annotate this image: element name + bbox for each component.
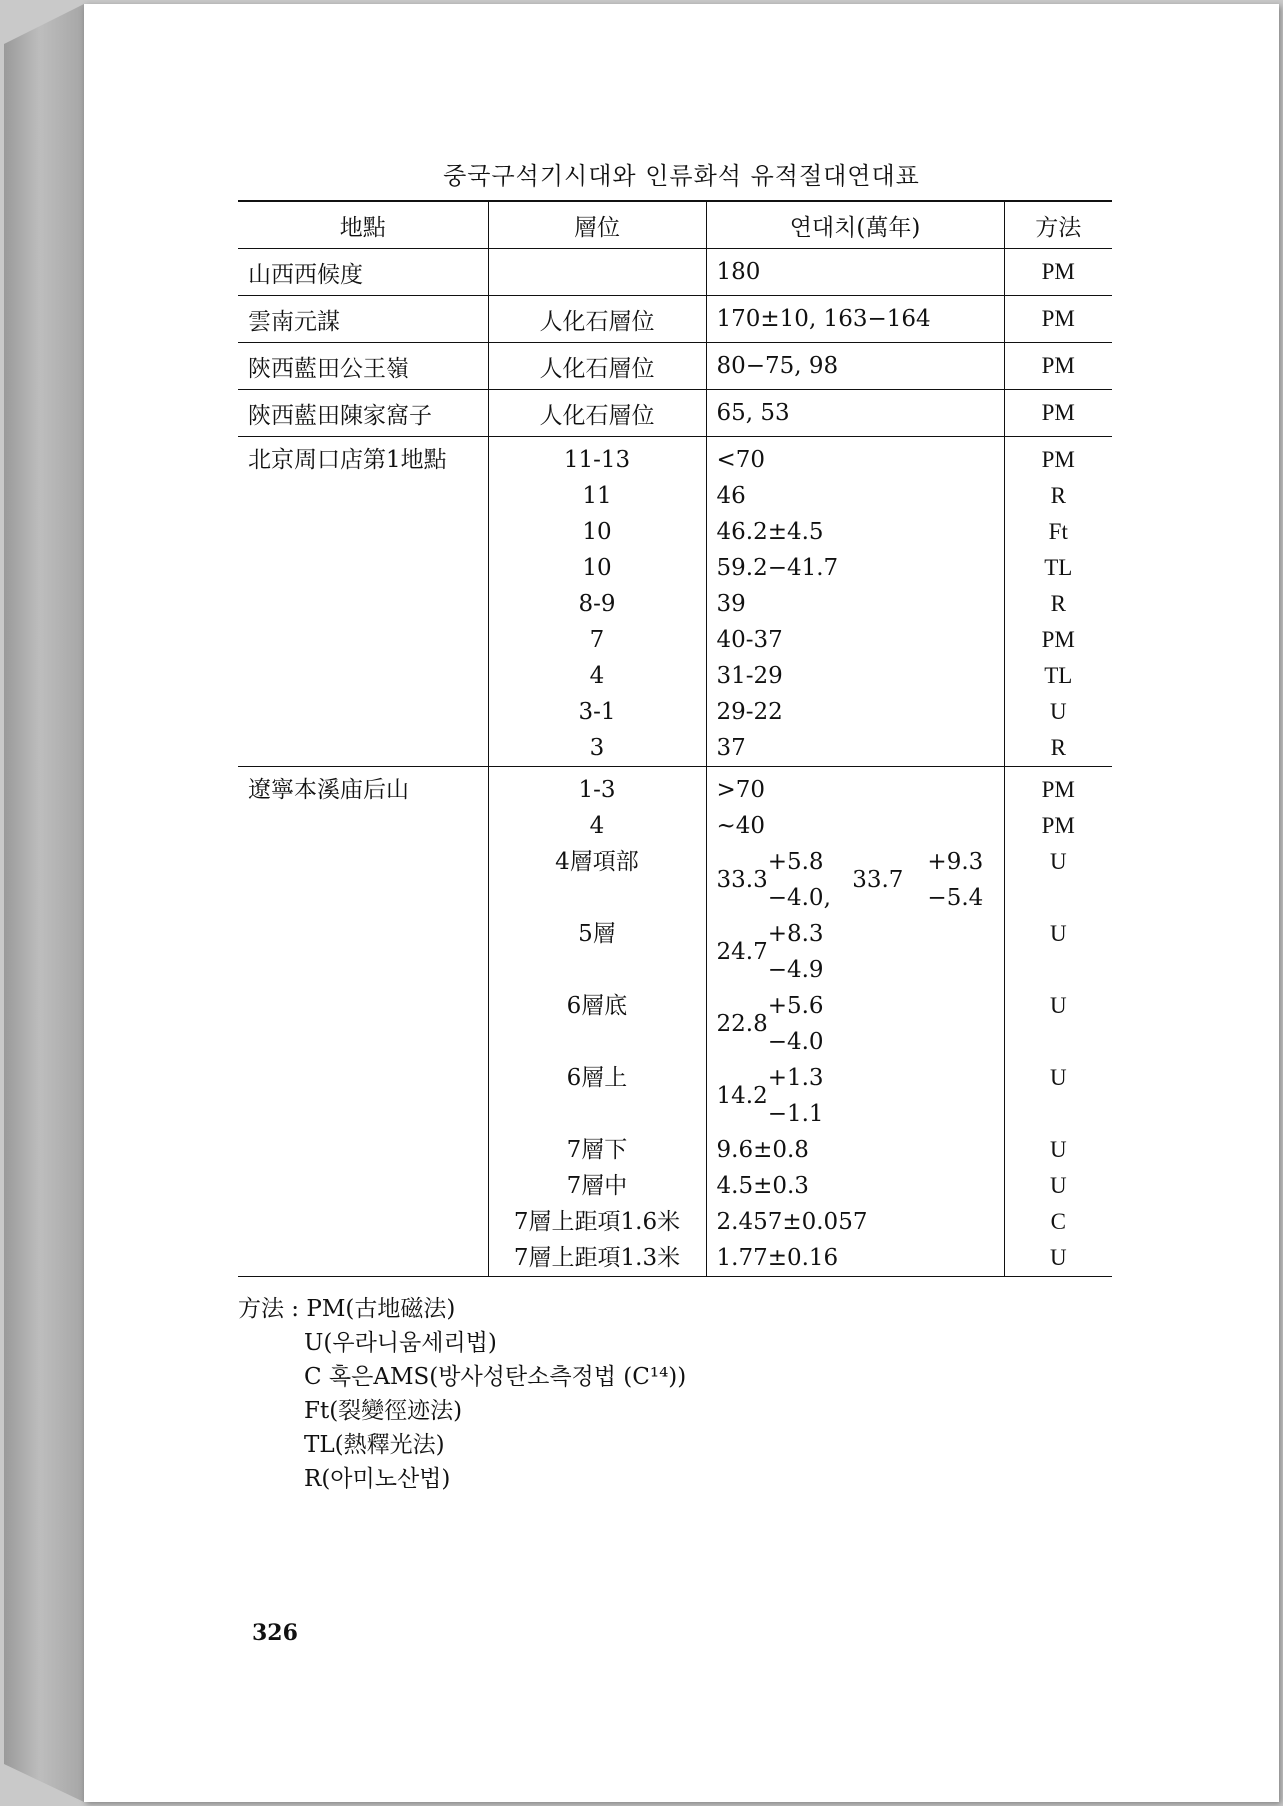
document-page bbox=[84, 4, 1279, 1802]
method-value: U bbox=[1049, 1173, 1067, 1198]
site-cell: 陝西藍田陳家窩子 bbox=[238, 390, 488, 437]
table-row bbox=[238, 390, 1112, 437]
error-minus: −4.9 bbox=[767, 957, 824, 983]
date-base: 33.3 bbox=[716, 867, 768, 893]
site-cell: 山西西候度 bbox=[238, 249, 488, 296]
table-row-group-liaoning bbox=[238, 767, 1112, 1277]
layer-value: 4 bbox=[589, 813, 605, 839]
legend-item: TL(熱釋光法) bbox=[304, 1432, 445, 1458]
method-value: TL bbox=[1044, 555, 1073, 580]
layer-cell bbox=[488, 249, 706, 296]
error-plus: +9.3 bbox=[927, 849, 984, 875]
layer-value: 7層上距項1.6米 bbox=[513, 1209, 681, 1235]
date-value-asymmetric bbox=[717, 916, 1004, 988]
legend-item: Ft(裂變徑迹法) bbox=[304, 1398, 463, 1424]
error-plus: +5.8 bbox=[767, 849, 824, 875]
error-plus: +8.3 bbox=[767, 921, 824, 947]
date-value: 59.2−41.7 bbox=[716, 555, 839, 581]
method-value: TL bbox=[1044, 663, 1073, 688]
method-legend bbox=[238, 1292, 686, 1496]
date-value: 4.5±0.3 bbox=[716, 1173, 809, 1199]
date-error bbox=[768, 1060, 824, 1132]
layer-value: 11 bbox=[582, 483, 612, 509]
page-number: 326 bbox=[252, 1620, 298, 1646]
method-value: U bbox=[1049, 699, 1067, 724]
method-value: R bbox=[1050, 735, 1066, 760]
site-cell: 陝西藍田公王嶺 bbox=[238, 343, 488, 390]
date-value: 1.77±0.16 bbox=[716, 1245, 839, 1271]
table-title: 중국구석기시대와 인류화석 유적절대연대표 bbox=[443, 162, 920, 190]
layer-cell bbox=[488, 767, 706, 1277]
error-minus: −4.0, bbox=[767, 885, 831, 911]
date-value: 31-29 bbox=[716, 663, 783, 689]
method-cell: PM bbox=[1004, 390, 1112, 437]
date-value: 39 bbox=[716, 591, 746, 617]
date-cell: 180 bbox=[706, 249, 1004, 296]
layer-value: 6層底 bbox=[566, 993, 628, 1019]
layer-value: 4 bbox=[589, 663, 605, 689]
header-layer: 層位 bbox=[488, 201, 706, 249]
method-value: U bbox=[1049, 1137, 1067, 1162]
date-base: 14.2 bbox=[716, 1083, 768, 1109]
method-value: C bbox=[1050, 1209, 1066, 1234]
date-error bbox=[768, 988, 824, 1060]
layer-value: 7層上距項1.3米 bbox=[513, 1245, 681, 1271]
method-value: R bbox=[1050, 483, 1066, 508]
method-cell: PM bbox=[1004, 343, 1112, 390]
error-minus: −1.1 bbox=[767, 1101, 824, 1127]
date-error bbox=[768, 844, 831, 916]
site-name: 遼寧本溪庙后山 bbox=[248, 777, 409, 803]
method-cell bbox=[1004, 767, 1112, 1277]
layer-cell: 人化石層位 bbox=[488, 296, 706, 343]
layer-cell bbox=[488, 437, 706, 767]
date-value: ~40 bbox=[716, 813, 766, 839]
date-value: 2.457±0.057 bbox=[716, 1209, 868, 1235]
date-base: 24.7 bbox=[716, 939, 768, 965]
header-method: 方法 bbox=[1004, 201, 1112, 249]
method-value: R bbox=[1050, 591, 1066, 616]
date-cell: 170±10, 163−164 bbox=[706, 296, 1004, 343]
date-value-asymmetric bbox=[717, 844, 1004, 916]
method-value: U bbox=[1049, 921, 1067, 946]
date-value: <70 bbox=[716, 447, 766, 473]
date-base: 33.7 bbox=[852, 867, 904, 893]
layer-value: 3-1 bbox=[578, 699, 616, 725]
layer-value: 7層下 bbox=[566, 1137, 628, 1163]
site-cell bbox=[238, 767, 488, 1277]
layer-value: 7層中 bbox=[566, 1173, 628, 1199]
dating-table bbox=[238, 200, 1112, 1277]
dating-table-wrap bbox=[238, 200, 1112, 1277]
date-value: 40-37 bbox=[716, 627, 783, 653]
method-value: PM bbox=[1041, 627, 1075, 652]
legend-item: U(우라니움세리법) bbox=[304, 1330, 497, 1356]
error-minus: −4.0 bbox=[767, 1029, 824, 1055]
legend-item: C 혹은AMS(방사성탄소측정법 (C¹⁴)) bbox=[304, 1364, 687, 1390]
method-cell bbox=[1004, 437, 1112, 767]
layer-cell: 人化石層位 bbox=[488, 390, 706, 437]
legend-head: 方法 : PM(古地磁法) bbox=[238, 1296, 456, 1322]
method-value: PM bbox=[1041, 777, 1075, 802]
header-site: 地點 bbox=[238, 201, 488, 249]
header-row bbox=[238, 201, 1112, 249]
error-plus: +1.3 bbox=[767, 1065, 824, 1091]
method-value: U bbox=[1049, 849, 1067, 874]
layer-value: 10 bbox=[582, 519, 612, 545]
layer-value: 4層項部 bbox=[555, 849, 639, 875]
header-date: 연대치(萬年) bbox=[706, 201, 1004, 249]
layer-value: 11-13 bbox=[563, 447, 631, 473]
table-row-group-beijing bbox=[238, 437, 1112, 767]
date-value: 46 bbox=[716, 483, 746, 509]
date-base: 22.8 bbox=[716, 1011, 768, 1037]
date-value: 9.6±0.8 bbox=[716, 1137, 809, 1163]
date-value: 37 bbox=[716, 735, 746, 761]
date-cell: 65, 53 bbox=[706, 390, 1004, 437]
site-name: 北京周口店第1地點 bbox=[248, 447, 447, 473]
table-row bbox=[238, 343, 1112, 390]
date-value-asymmetric bbox=[717, 1060, 1004, 1132]
date-cell bbox=[706, 437, 1004, 767]
site-cell: 雲南元謀 bbox=[238, 296, 488, 343]
table-row bbox=[238, 296, 1112, 343]
site-cell bbox=[238, 437, 488, 767]
layer-value: 5層 bbox=[578, 921, 616, 947]
legend-item: R(아미노산법) bbox=[304, 1466, 451, 1492]
method-value: Ft bbox=[1048, 519, 1068, 544]
method-cell: PM bbox=[1004, 296, 1112, 343]
method-value: U bbox=[1049, 1065, 1067, 1090]
date-cell: 80−75, 98 bbox=[706, 343, 1004, 390]
error-minus: −5.4 bbox=[927, 885, 984, 911]
date-value: 46.2±4.5 bbox=[716, 519, 824, 545]
method-value: PM bbox=[1041, 813, 1075, 838]
date-error bbox=[927, 844, 983, 916]
layer-value: 8-9 bbox=[578, 591, 616, 617]
date-cell bbox=[706, 767, 1004, 1277]
method-value: U bbox=[1049, 993, 1067, 1018]
date-value: 29-22 bbox=[716, 699, 783, 725]
book-spine bbox=[4, 4, 84, 1802]
date-value-asymmetric bbox=[717, 988, 1004, 1060]
date-error bbox=[768, 916, 824, 988]
method-value: PM bbox=[1041, 447, 1075, 472]
method-cell: PM bbox=[1004, 249, 1112, 296]
layer-value: 3 bbox=[589, 735, 605, 761]
table-row bbox=[238, 249, 1112, 296]
layer-value: 10 bbox=[582, 555, 612, 581]
layer-cell: 人化石層位 bbox=[488, 343, 706, 390]
layer-value: 1-3 bbox=[578, 777, 616, 803]
date-value: >70 bbox=[716, 777, 766, 803]
error-plus: +5.6 bbox=[767, 993, 824, 1019]
method-value: U bbox=[1049, 1245, 1067, 1270]
layer-value: 6層上 bbox=[566, 1065, 628, 1091]
layer-value: 7 bbox=[589, 627, 605, 653]
